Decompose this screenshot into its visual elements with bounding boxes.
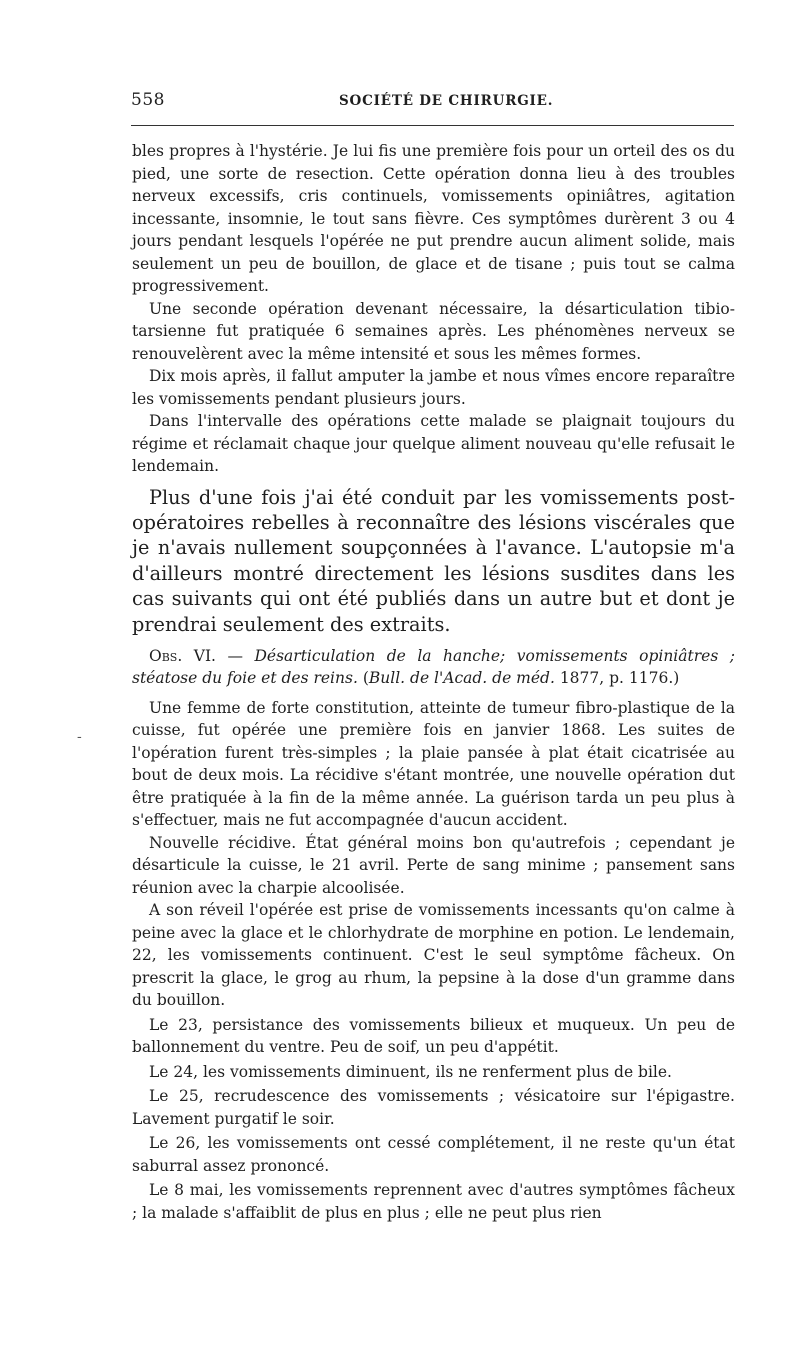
paragraph-2: Une seconde opération devenant nécessaire, la désarticulation tibio-tarsienne fut pratiquée 6 semaines après. Les phénomènes nerveux se renouvelèrent avec la même intensité et sous les mêmes formes. bbox=[132, 299, 735, 363]
page-header bbox=[131, 86, 736, 116]
paragraph-10: Le 24, les vomissements diminuent, ils ne renferment plus de bile. bbox=[149, 1062, 672, 1081]
page-number: 558 bbox=[131, 90, 165, 110]
obs-ref-open: ( bbox=[357, 669, 369, 688]
paragraph-8: A son réveil l'opérée est prise de vomissements incessants qu'on calme à peine avec la glace et le chlorhydrate de morphine en potion. Le lendemain, 22, les vomissements continuent. C'est le seul symptôme fâcheux. On prescrit la glace, le grog au rhum, la pepsine à la dose d'un gramme dans du bouillon. bbox=[132, 901, 735, 1010]
paragraph-4: Dans l'intervalle des opérations cette malade se plaignait toujours du régime et réclamait chaque jour quelque aliment nouveau qu'elle refusait le lendemain. bbox=[132, 412, 735, 475]
running-title: SOCIÉTÉ DE CHIRURGIE. bbox=[339, 93, 554, 109]
obs-ref-rest: 1877, p. 1176.) bbox=[554, 669, 680, 688]
paragraph-large: Plus d'une fois j'ai été conduit par les vomissements post-opératoires rebelles à reconnaître des lésions viscérales que je n'avais nullement soupçonnées à l'avance. L'autopsie m'a d'ailleurs montré directement les lésions susdites dans les cas suivants qui ont été publiés dans un autre but et dont je prendrai seulement des extraits. bbox=[132, 485, 735, 636]
paragraph-3: Dix mois après, il fallut amputer la jambe et nous vîmes encore reparaître les vomissements pendant plusieurs jours. bbox=[132, 367, 735, 408]
paragraph-1: bles propres à l'hystérie. Je lui fis une première fois pour un orteil des os du pied, une sorte de resection. Cette opération donna lieu à des troubles nerveux excessifs, cris continuels, vomissements opiniâtres, agitation incessante, insomnie, le tout sans fièvre. Ces symptômes durèrent 3 ou 4 jours pendant lesquels l'opérée ne put prendre aucun aliment solide, mais seulement un peu de bouillon, de glace et de tisane ; puis tout se calma progressivement. bbox=[132, 142, 735, 295]
margin-mark: - bbox=[77, 729, 82, 745]
obs-dash: — bbox=[216, 646, 255, 665]
body-text bbox=[132, 140, 735, 1224]
paragraph-11: Le 25, recrudescence des vomissements ; vésicatoire sur l'épigastre. Lavement purgatif le soir. bbox=[132, 1087, 735, 1128]
observation-heading bbox=[132, 645, 735, 690]
obs-label: Obs. VI. bbox=[149, 646, 216, 665]
obs-title: Désarticulation de la hanche; vomissements opiniâtres ; stéatose du foie et des reins. bbox=[132, 646, 735, 688]
paragraph-13: Le 8 mai, les vomissements reprennent avec d'autres symptômes fâcheux ; la malade s'affaiblit de plus en plus ; elle ne peut plus rien bbox=[132, 1181, 735, 1222]
header-rule bbox=[131, 125, 734, 126]
paragraph-6: Une femme de forte constitution, atteinte de tumeur fibro-plastique de la cuisse, fut opérée une première fois en janvier 1868. Les suites de l'opération furent très-simples ; la plaie pansée à plat était cicatrisée au bout de deux mois. La récidive s'étant montrée, une nouvelle opération dut être pratiquée à la fin de la même année. La guérison tarda un peu plus à s'effectuer, mais ne fut accompagnée d'aucun accident. bbox=[132, 698, 735, 830]
obs-ref-journal: Bull. de l'Acad. de méd. bbox=[368, 669, 555, 688]
paragraph-12: Le 26, les vomissements ont cessé complétement, il ne reste qu'un état saburral assez prononcé. bbox=[132, 1134, 735, 1175]
paragraph-7: Nouvelle récidive. État général moins bon qu'autrefois ; cependant je désarticule la cuisse, le 21 avril. Perte de sang minime ; pansement sans réunion avec la charpie alcoolisée. bbox=[132, 833, 735, 897]
paragraph-9: Le 23, persistance des vomissements bilieux et muqueux. Un peu de ballonnement du ventre. Peu de soif, un peu d'appétit. bbox=[132, 1015, 735, 1057]
